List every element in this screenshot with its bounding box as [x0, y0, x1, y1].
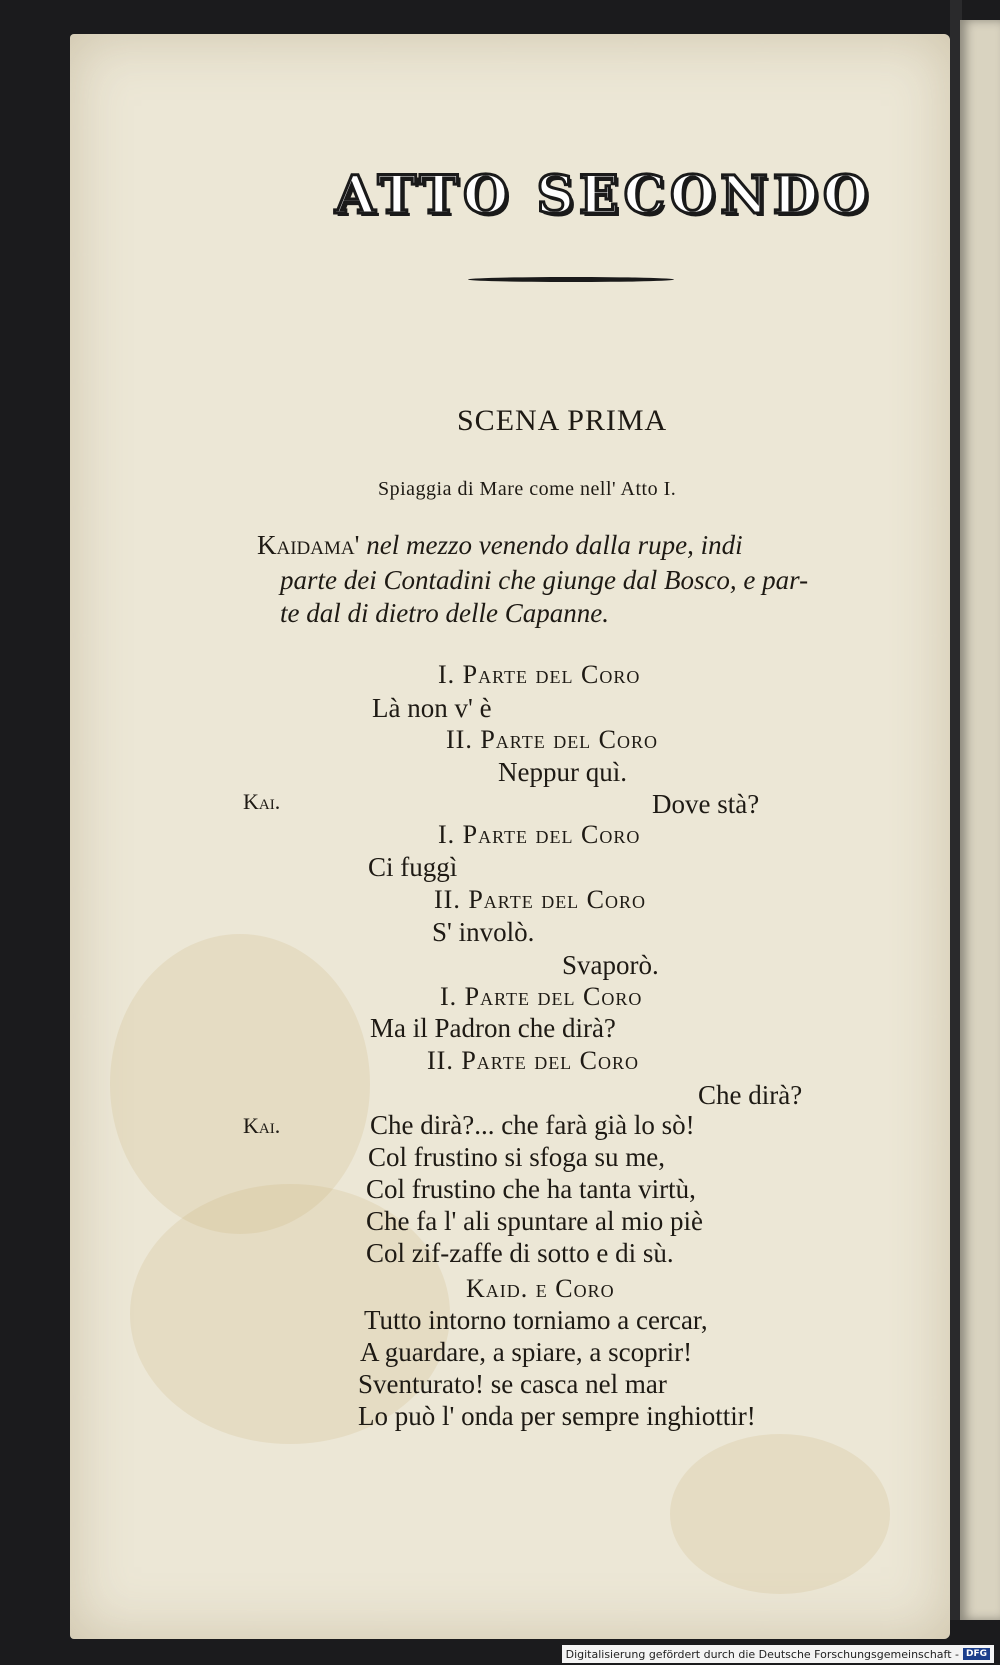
verse-line: Che fa l' ali spuntare al mio piè — [366, 1206, 704, 1236]
verse-line: Dove stà? — [652, 789, 760, 819]
verse-line: Col frustino si sfoga su me, — [368, 1142, 665, 1172]
verse-line: Neppur quì. — [498, 757, 627, 787]
role-heading: II. Parte del Coro — [434, 885, 647, 914]
role-heading: II. Parte del Coro — [427, 1046, 640, 1075]
verse-line: Sventurato! se casca nel mar — [358, 1369, 667, 1399]
verse-line: Ma il Padron che dirà? — [370, 1013, 616, 1043]
stage-direction-text-1: nel mezzo venendo dalla rupe, indi — [359, 530, 743, 560]
verse-line: S' involò. — [432, 917, 535, 947]
speaker-label: Kai. — [243, 789, 281, 814]
verse-line: A guardare, a spiare, a scoprir! — [360, 1337, 693, 1367]
next-page-edge — [960, 20, 1000, 1620]
act-title: ATTO SECONDO — [335, 165, 874, 226]
role-heading: I. Parte del Coro — [438, 660, 641, 689]
role-heading: II. Parte del Coro — [446, 725, 659, 754]
scene-title: SCENA PRIMA — [457, 404, 668, 437]
footer-text: Digitalisierung gefördert durch die Deutsche Forschungsgemeinschaft - — [565, 1647, 959, 1661]
verse-line: Là non v' è — [372, 693, 492, 723]
verse-line: Col frustino che ha tanta virtù, — [366, 1174, 696, 1204]
verse-line: Col zif-zaffe di sotto e di sù. — [366, 1238, 674, 1268]
digitization-footer — [562, 1645, 994, 1663]
role-heading: I. Parte del Coro — [438, 820, 641, 849]
verse-line: Svaporò. — [562, 950, 659, 980]
stage-direction-line-3: te dal di dietro delle Capanne. — [280, 598, 609, 628]
verse-line: Che dirà? — [698, 1080, 803, 1110]
dfg-logo: DFG — [963, 1648, 990, 1660]
verse-line: Ci fuggì — [368, 852, 458, 882]
scene-setting: Spiaggia di Mare come nell' Atto I. — [378, 478, 677, 500]
verse-line: Che dirà?... che farà già lo sò! — [370, 1110, 695, 1140]
verse-line: Lo può l' onda per sempre inghiottir! — [358, 1401, 756, 1431]
verse-line: Tutto intorno torniamo a cercar, — [364, 1305, 708, 1335]
role-heading: Kaid. e Coro — [466, 1274, 615, 1303]
stage-direction-name: Kaidama' — [257, 530, 360, 560]
stage-direction-line-1 — [257, 530, 743, 561]
stage-direction-line-2: parte dei Contadini che giunge dal Bosco, e par- — [280, 565, 809, 595]
role-heading: I. Parte del Coro — [440, 982, 643, 1011]
speaker-label: Kai. — [243, 1113, 281, 1138]
title-rule — [468, 277, 674, 282]
